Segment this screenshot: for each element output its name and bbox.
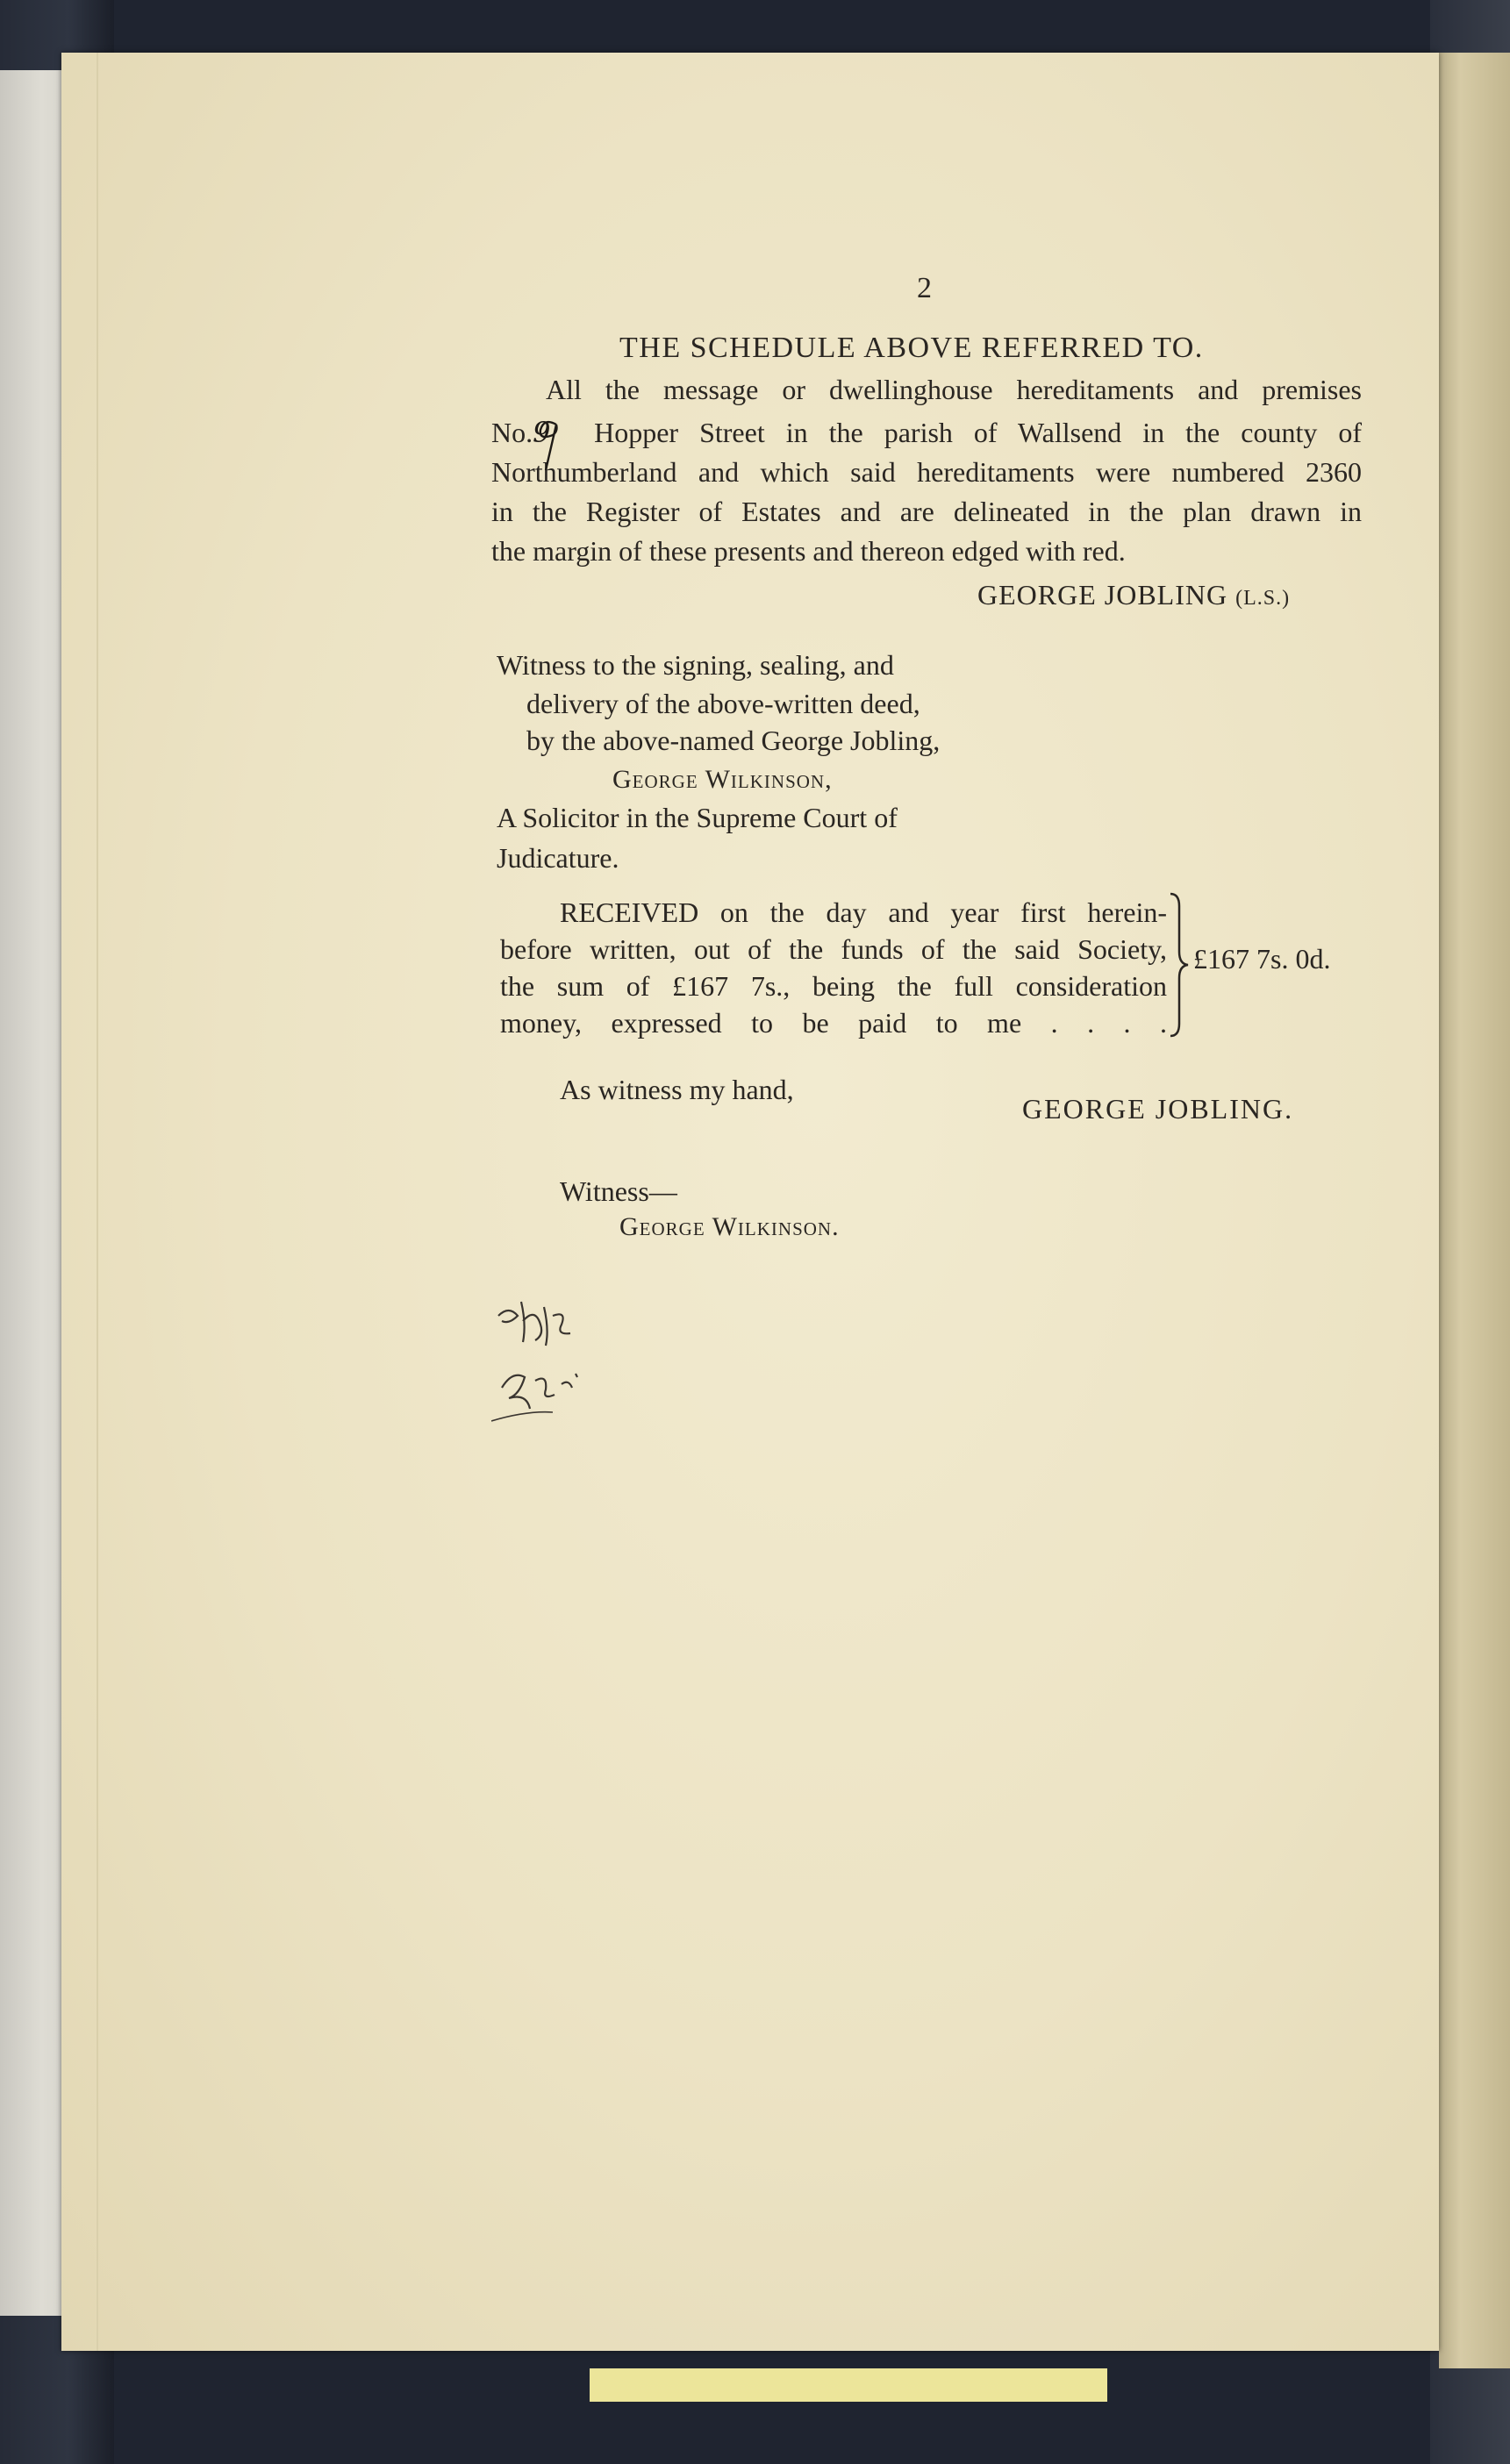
- curly-brace-icon: [1167, 890, 1192, 1039]
- library-label-strip: [590, 2368, 1107, 2402]
- seal-mark: (L.S.): [1235, 587, 1291, 610]
- witness-text: A Solicitor in the Supreme Court of: [497, 802, 898, 833]
- as-witness-text: As witness my hand,: [560, 1074, 794, 1105]
- adjacent-page-edge: [1439, 53, 1510, 2368]
- signature-george-jobling-receipt: GEORGE JOBLING.: [1022, 1093, 1294, 1125]
- receipt-text: money, expressed to be paid to me . . . .: [500, 1007, 1167, 1039]
- witness-name: George Wilkinson,: [612, 765, 833, 794]
- schedule-line: Northumberland and which said hereditaments were numbered 2360: [491, 456, 1362, 488]
- page-number: 2: [917, 272, 932, 304]
- handwriting-stroke-icon: [532, 414, 567, 475]
- received-amount: £167 7s. 0d.: [1193, 943, 1331, 975]
- receipt-text: the sum of £167 7s., being the full consideration: [500, 970, 1167, 1002]
- schedule-line: in the Register of Estates and are delineated in the plan drawn in: [491, 496, 1362, 527]
- schedule-line: All the message or dwellinghouse hereditaments and premises: [546, 374, 1362, 405]
- receipt-text: RECEIVED on the day and year first herein-: [560, 896, 1167, 928]
- witness-text: by the above-named George Jobling,: [526, 725, 941, 756]
- witness-text: Judicature.: [497, 842, 619, 874]
- schedule-line: [491, 416, 1362, 449]
- witness-name: George Wilkinson.: [619, 1212, 840, 1241]
- number-prefix: No.: [491, 417, 533, 448]
- witness-label: Witness—: [560, 1175, 677, 1207]
- witness-text: Witness to the signing, sealing, and: [497, 649, 894, 681]
- witness-text: delivery of the above-written deed,: [526, 688, 920, 719]
- schedule-heading: THE SCHEDULE ABOVE REFERRED TO.: [619, 332, 1204, 364]
- signatory-name: GEORGE JOBLING: [977, 579, 1228, 611]
- address-text: Hopper Street in the parish of Wallsend in the county of: [594, 417, 1362, 448]
- handwritten-initials-icon: [491, 1289, 614, 1430]
- handwritten-house-number: 9: [533, 416, 551, 449]
- receipt-text: before written, out of the funds of the said Society,: [500, 933, 1167, 965]
- schedule-line: the margin of these presents and thereon edged with red.: [491, 535, 1126, 567]
- signature-george-jobling: [977, 579, 1290, 611]
